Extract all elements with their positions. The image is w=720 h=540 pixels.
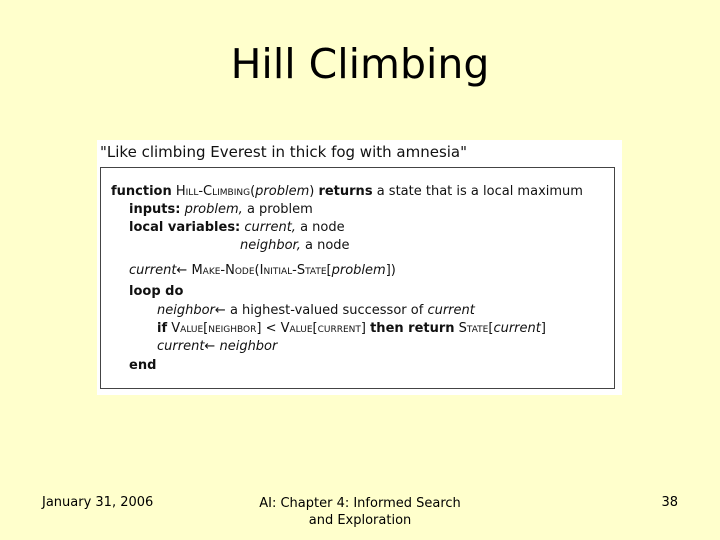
footer-date: January 31, 2006 bbox=[42, 495, 154, 510]
algo-line-end: end bbox=[129, 358, 157, 373]
algo-line-inputs: inputs: problem, a problem bbox=[129, 202, 313, 217]
algo-line-current-assign: current← neighbor bbox=[157, 339, 278, 354]
footer-page-number: 38 bbox=[661, 495, 678, 510]
algo-line-neighbor-assign: neighbor← a highest-valued successor of current bbox=[157, 303, 475, 318]
algorithm-box bbox=[100, 167, 615, 389]
algo-line-if: if Value[neighbor] < Value[current] then return State[current] bbox=[157, 321, 546, 336]
algo-line-neighbor-var: neighbor, a node bbox=[240, 238, 350, 253]
figure-quote: "Like climbing Everest in thick fog with amnesia" bbox=[100, 143, 468, 161]
slide-title: Hill Climbing bbox=[230, 40, 490, 88]
footer-course-line2: and Exploration bbox=[308, 513, 412, 528]
algo-line-function: function Hill-Climbing(problem) returns a state that is a local maximum bbox=[111, 184, 583, 199]
algorithm-figure bbox=[97, 140, 622, 395]
algo-line-local-variables: local variables: current, a node bbox=[129, 220, 345, 235]
algo-line-loop-do: loop do bbox=[129, 284, 184, 299]
algo-line-make-node: current← Make-Node(Initial-State[problem]) bbox=[129, 263, 396, 278]
footer-course-line1: AI: Chapter 4: Informed Search bbox=[259, 496, 461, 511]
footer-course-title bbox=[200, 495, 520, 529]
